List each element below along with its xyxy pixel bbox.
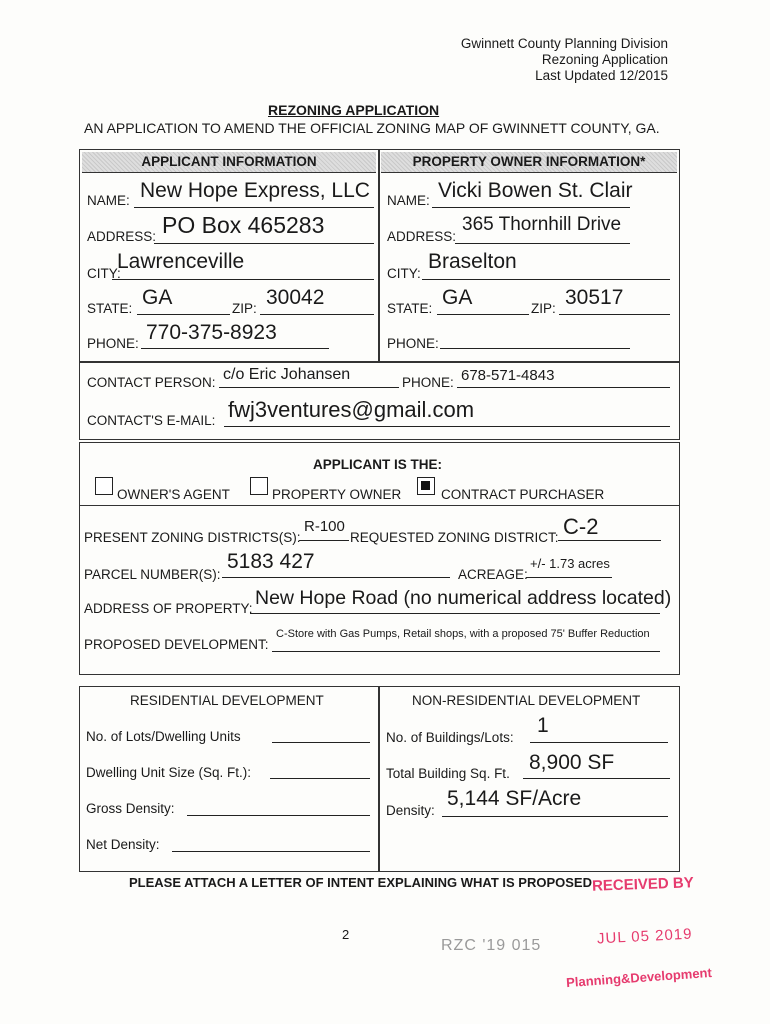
parcel-line [222,577,450,578]
header-line-title: Rezoning Application [541,52,668,67]
lots-label: No. of Lots/Dwelling Units [86,729,241,744]
building-sqft-label: Total Building Sq. Ft. [386,766,510,781]
option-contract-purchaser-label: CONTRACT PURCHASER [441,487,605,502]
received-stamp-dept: Planning&Development [565,964,713,991]
requested-zoning-value[interactable]: C-2 [563,514,599,539]
applicant-state-line [137,314,230,315]
present-zoning-line [299,540,349,541]
contact-phone-line [457,387,670,388]
owner-address-value[interactable]: 365 Thornhill Drive [462,214,622,235]
net-density-label: Net Density: [86,837,160,852]
page-subtitle: AN APPLICATION TO AMEND THE OFFICIAL ZONING MAP OF GWINNETT COUNTY, GA. [84,120,660,136]
building-sqft-value[interactable]: 8,900 SF [529,751,615,774]
parcel-label: PARCEL NUMBER(S): [84,567,221,582]
page-title: REZONING APPLICATION [268,102,440,118]
contact-email-value[interactable]: fwj3ventures@gmail.com [228,397,475,422]
acreage-line [526,577,612,578]
header-line-division: Gwinnett County Planning Division [460,36,668,51]
unit-size-line [270,778,370,779]
applicant-phone-label: PHONE: [87,336,139,351]
contact-person-line [219,387,399,388]
density-value[interactable]: 5,144 SF/Acre [447,787,582,810]
owner-phone-label: PHONE: [387,336,439,351]
checkbox-property-owner[interactable] [250,477,268,495]
applicant-address-label: ADDRESS: [87,229,157,244]
applicant-type-heading: APPLICANT IS THE: [313,457,443,472]
gross-density-line [187,815,370,816]
checkbox-contract-purchaser[interactable] [417,477,435,495]
buildings-label: No. of Buildings/Lots: [386,730,514,745]
applicant-phone-value[interactable]: 770-375-8923 [146,321,277,344]
applicant-phone-line [141,348,329,349]
requested-zoning-line [558,540,661,541]
net-density-line [172,851,370,852]
property-address-line [250,613,660,614]
contact-divider [79,361,680,363]
applicant-state-value[interactable]: GA [142,286,173,309]
received-stamp-label: RECEIVED BY [591,874,694,895]
proposed-development-line [272,651,660,652]
development-divider [378,686,380,872]
owner-address-line [455,243,630,244]
applicant-owner-divider [378,149,380,362]
owner-address-label: ADDRESS: [387,229,457,244]
applicant-city-label: CITY: [87,266,121,281]
applicant-name-line [134,207,374,208]
owner-state-label: STATE: [387,301,433,316]
owner-state-value[interactable]: GA [442,286,473,309]
owner-city-line [422,279,670,280]
present-zoning-value[interactable]: R-100 [304,518,345,535]
residential-heading: RESIDENTIAL DEVELOPMENT [130,693,324,708]
owner-heading: PROPERTY OWNER INFORMATION* [381,152,677,173]
contact-person-value[interactable]: c/o Eric Johansen [223,366,351,383]
gross-density-label: Gross Density: [86,801,175,816]
building-sqft-line [523,778,670,779]
density-line [442,816,668,817]
header-line-updated: Last Updated 12/2015 [535,68,668,83]
lots-line [272,742,370,743]
unit-size-label: Dwelling Unit Size (Sq. Ft.): [86,765,252,780]
letter-of-intent-note: PLEASE ATTACH A LETTER OF INTENT EXPLAINING WHAT IS PROPOSED [129,875,592,890]
applicant-state-label: STATE: [87,301,133,316]
density-label: Density: [386,803,435,818]
contact-email-label: CONTACT'S E-MAIL: [87,413,216,428]
applicant-city-line [112,279,374,280]
applicant-zip-label: ZIP: [232,301,257,316]
property-address-value[interactable]: New Hope Road (no numerical address located) [255,587,672,609]
contact-person-label: CONTACT PERSON: [87,375,216,390]
applicant-zip-line [260,314,374,315]
checkbox-owners-agent[interactable] [95,477,113,495]
contact-email-line [224,426,670,427]
requested-zoning-label: REQUESTED ZONING DISTRICT: [350,530,559,545]
buildings-value[interactable]: 1 [537,714,549,737]
owner-name-label: NAME: [387,193,430,208]
page-number: 2 [342,927,350,942]
owner-zip-label: ZIP: [531,301,556,316]
owner-zip-line [559,314,670,315]
owner-city-label: CITY: [387,266,421,281]
owner-name-line [432,207,630,208]
property-address-label: ADDRESS OF PROPERTY: [84,601,253,616]
parcel-value[interactable]: 5183 427 [227,550,315,573]
applicant-zip-value[interactable]: 30042 [266,286,325,309]
nonresidential-heading: NON-RESIDENTIAL DEVELOPMENT [412,693,641,708]
applicant-city-value[interactable]: Lawrenceville [117,250,245,273]
proposed-development-value[interactable]: C-Store with Gas Pumps, Retail shops, with a proposed 75' Buffer Reduction [276,628,650,640]
option-property-owner-label: PROPERTY OWNER [272,487,402,502]
applicant-address-line [154,243,374,244]
header-block [461,36,668,84]
owner-state-line [437,314,529,315]
owner-city-value[interactable]: Braselton [428,250,517,273]
acreage-value[interactable]: +/- 1.73 acres [530,556,610,571]
owner-phone-line [440,348,630,349]
owner-name-value[interactable]: Vicki Bowen St. Clair [438,179,633,202]
buildings-line [530,742,668,743]
option-owners-agent-label: OWNER'S AGENT [117,487,230,502]
contact-phone-value[interactable]: 678-571-4843 [461,367,555,384]
acreage-label: ACREAGE: [458,567,528,582]
applicant-name-value[interactable]: New Hope Express, LLC [140,179,370,202]
applicant-heading: APPLICANT INFORMATION [82,152,376,173]
applicant-address-value[interactable]: PO Box 465283 [162,212,325,238]
applicant-name-label: NAME: [87,193,130,208]
present-zoning-label: PRESENT ZONING DISTRICTS(S): [84,530,301,545]
received-stamp-date: JUL 05 2019 [596,925,693,948]
case-number-stamp: RZC '19 015 [441,937,542,954]
contact-phone-label: PHONE: [402,375,454,390]
owner-zip-value[interactable]: 30517 [565,286,624,309]
proposed-development-label: PROPOSED DEVELOPMENT: [84,637,269,652]
